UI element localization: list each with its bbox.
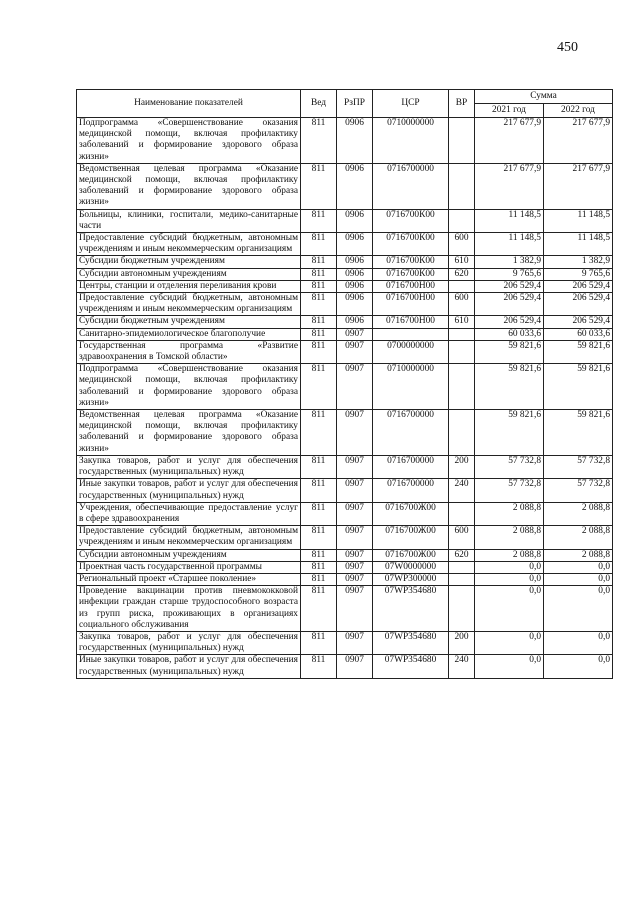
cell-vr — [449, 410, 475, 456]
cell-csr: 0716700000 — [373, 163, 449, 209]
cell-name: Субсидии автономным учреждениям — [77, 549, 301, 561]
cell-2021: 11 148,5 — [475, 209, 544, 232]
cell-vr: 600 — [449, 293, 475, 316]
cell-name: Ведомственная целевая программа «Оказание медицинской помощи, включая профилактику заболеваний и формирование здорового образа жизни» — [77, 410, 301, 456]
header-year-2021: 2021 год — [475, 104, 544, 118]
cell-ved: 811 — [301, 256, 337, 268]
table-row — [77, 233, 613, 256]
cell-2021: 9 765,6 — [475, 268, 544, 280]
table-row — [77, 655, 613, 678]
cell-2021: 0,0 — [475, 573, 544, 585]
cell-csr: 0710000000 — [373, 118, 449, 164]
cell-csr — [373, 328, 449, 340]
table-body — [77, 118, 613, 679]
cell-2021: 57 732,8 — [475, 455, 544, 478]
table-row — [77, 586, 613, 632]
table-row — [77, 163, 613, 209]
table-row — [77, 118, 613, 164]
cell-2022: 1 382,9 — [544, 256, 613, 268]
cell-rzpr: 0906 — [337, 316, 373, 328]
cell-2021: 2 088,8 — [475, 526, 544, 549]
cell-ved: 811 — [301, 293, 337, 316]
cell-2021: 206 529,4 — [475, 280, 544, 292]
cell-vr — [449, 209, 475, 232]
cell-rzpr: 0906 — [337, 163, 373, 209]
cell-2022: 57 732,8 — [544, 479, 613, 502]
cell-ved: 811 — [301, 118, 337, 164]
cell-csr: 0716700000 — [373, 455, 449, 478]
cell-vr — [449, 328, 475, 340]
cell-csr: 0716700000 — [373, 410, 449, 456]
table-row — [77, 340, 613, 363]
cell-csr: 07W0000000 — [373, 561, 449, 573]
cell-2021: 217 677,9 — [475, 118, 544, 164]
page-number: 450 — [557, 40, 578, 55]
cell-vr — [449, 163, 475, 209]
table-row — [77, 561, 613, 573]
cell-vr: 610 — [449, 316, 475, 328]
cell-rzpr: 0906 — [337, 268, 373, 280]
cell-2021: 2 088,8 — [475, 549, 544, 561]
cell-vr: 600 — [449, 526, 475, 549]
cell-ved: 811 — [301, 526, 337, 549]
cell-name: Проектная часть государственной программы — [77, 561, 301, 573]
cell-ved: 811 — [301, 561, 337, 573]
cell-vr: 610 — [449, 256, 475, 268]
cell-rzpr: 0907 — [337, 364, 373, 410]
cell-name: Государственная программа «Развитие здравоохранения в Томской области» — [77, 340, 301, 363]
cell-name: Санитарно-эпидемиологическое благополучие — [77, 328, 301, 340]
table-row — [77, 549, 613, 561]
cell-2022: 9 765,6 — [544, 268, 613, 280]
cell-2021: 0,0 — [475, 655, 544, 678]
cell-ved: 811 — [301, 549, 337, 561]
cell-vr — [449, 118, 475, 164]
cell-2022: 59 821,6 — [544, 410, 613, 456]
cell-ved: 811 — [301, 340, 337, 363]
cell-rzpr: 0907 — [337, 410, 373, 456]
cell-2022: 59 821,6 — [544, 364, 613, 410]
cell-2022: 206 529,4 — [544, 280, 613, 292]
cell-ved: 811 — [301, 316, 337, 328]
cell-2021: 217 677,9 — [475, 163, 544, 209]
cell-csr: 07WP354680 — [373, 631, 449, 654]
cell-2022: 217 677,9 — [544, 118, 613, 164]
cell-2022: 0,0 — [544, 561, 613, 573]
cell-name: Иные закупки товаров, работ и услуг для обеспечения государственных (муниципальных) нужд — [77, 655, 301, 678]
table-row — [77, 328, 613, 340]
cell-2022: 11 148,5 — [544, 209, 613, 232]
cell-vr — [449, 280, 475, 292]
cell-2022: 0,0 — [544, 655, 613, 678]
cell-rzpr: 0907 — [337, 455, 373, 478]
cell-ved: 811 — [301, 163, 337, 209]
cell-csr: 0716700К00 — [373, 268, 449, 280]
cell-2022: 217 677,9 — [544, 163, 613, 209]
cell-2022: 60 033,6 — [544, 328, 613, 340]
cell-ved: 811 — [301, 631, 337, 654]
budget-table — [76, 89, 613, 679]
cell-rzpr: 0907 — [337, 586, 373, 632]
table-row — [77, 631, 613, 654]
cell-rzpr: 0907 — [337, 502, 373, 525]
cell-vr: 600 — [449, 233, 475, 256]
cell-2021: 206 529,4 — [475, 293, 544, 316]
cell-2021: 0,0 — [475, 586, 544, 632]
cell-name: Предоставление субсидий бюджетным, автономным учреждениям и иным некоммерческим организациям — [77, 293, 301, 316]
cell-name: Подпрограмма «Совершенствование оказания медицинской помощи, включая профилактику заболеваний и формирование здорового образа жизни» — [77, 364, 301, 410]
cell-2022: 0,0 — [544, 573, 613, 585]
header-name: Наименование показателей — [77, 90, 301, 118]
cell-ved: 811 — [301, 502, 337, 525]
cell-csr: 0716700Ж00 — [373, 526, 449, 549]
cell-rzpr: 0906 — [337, 209, 373, 232]
cell-vr: 620 — [449, 268, 475, 280]
cell-ved: 811 — [301, 655, 337, 678]
cell-2021: 57 732,8 — [475, 479, 544, 502]
cell-rzpr: 0906 — [337, 118, 373, 164]
cell-2022: 206 529,4 — [544, 293, 613, 316]
cell-2022: 11 148,5 — [544, 233, 613, 256]
table-row — [77, 526, 613, 549]
cell-csr: 0716700К00 — [373, 233, 449, 256]
cell-vr — [449, 364, 475, 410]
cell-vr — [449, 340, 475, 363]
cell-name: Субсидии бюджетным учреждениям — [77, 256, 301, 268]
header-vr: ВР — [449, 90, 475, 118]
cell-rzpr: 0907 — [337, 573, 373, 585]
cell-vr — [449, 586, 475, 632]
cell-2021: 0,0 — [475, 631, 544, 654]
cell-ved: 811 — [301, 209, 337, 232]
cell-2022: 0,0 — [544, 586, 613, 632]
cell-csr: 0710000000 — [373, 364, 449, 410]
cell-ved: 811 — [301, 280, 337, 292]
cell-2022: 2 088,8 — [544, 502, 613, 525]
cell-2021: 11 148,5 — [475, 233, 544, 256]
cell-name: Иные закупки товаров, работ и услуг для обеспечения государственных (муниципальных) нужд — [77, 479, 301, 502]
table-row — [77, 364, 613, 410]
cell-2021: 59 821,6 — [475, 340, 544, 363]
cell-rzpr: 0907 — [337, 526, 373, 549]
table-row — [77, 410, 613, 456]
cell-ved: 811 — [301, 233, 337, 256]
cell-ved: 811 — [301, 455, 337, 478]
cell-2022: 2 088,8 — [544, 526, 613, 549]
cell-rzpr: 0907 — [337, 328, 373, 340]
cell-rzpr: 0907 — [337, 631, 373, 654]
cell-2021: 60 033,6 — [475, 328, 544, 340]
cell-ved: 811 — [301, 364, 337, 410]
cell-rzpr: 0907 — [337, 479, 373, 502]
cell-csr: 0700000000 — [373, 340, 449, 363]
cell-csr: 07WP354680 — [373, 655, 449, 678]
cell-name: Субсидии бюджетным учреждениям — [77, 316, 301, 328]
cell-rzpr: 0907 — [337, 340, 373, 363]
cell-ved: 811 — [301, 410, 337, 456]
cell-rzpr: 0906 — [337, 233, 373, 256]
cell-2022: 59 821,6 — [544, 340, 613, 363]
cell-2021: 206 529,4 — [475, 316, 544, 328]
cell-csr: 0716700Н00 — [373, 293, 449, 316]
cell-name: Центры, станции и отделения переливания крови — [77, 280, 301, 292]
table-row — [77, 455, 613, 478]
table-row — [77, 573, 613, 585]
cell-2022: 2 088,8 — [544, 549, 613, 561]
cell-ved: 811 — [301, 586, 337, 632]
cell-name: Субсидии автономным учреждениям — [77, 268, 301, 280]
cell-name: Закупка товаров, работ и услуг для обеспечения государственных (муниципальных) нужд — [77, 631, 301, 654]
cell-vr: 200 — [449, 455, 475, 478]
cell-vr: 620 — [449, 549, 475, 561]
cell-name: Ведомственная целевая программа «Оказание медицинской помощи, включая профилактику заболеваний и формирование здорового образа жизни» — [77, 163, 301, 209]
cell-ved: 811 — [301, 268, 337, 280]
table-row — [77, 316, 613, 328]
cell-name: Предоставление субсидий бюджетным, автономным учреждениям и иным некоммерческим организациям — [77, 526, 301, 549]
cell-2021: 0,0 — [475, 561, 544, 573]
cell-2022: 0,0 — [544, 631, 613, 654]
cell-csr: 0716700К00 — [373, 256, 449, 268]
cell-2021: 1 382,9 — [475, 256, 544, 268]
cell-vr: 200 — [449, 631, 475, 654]
cell-2022: 57 732,8 — [544, 455, 613, 478]
cell-name: Региональный проект «Старшее поколение» — [77, 573, 301, 585]
header-year-2022: 2022 год — [544, 104, 613, 118]
cell-ved: 811 — [301, 479, 337, 502]
header-ved: Вед — [301, 90, 337, 118]
cell-rzpr: 0907 — [337, 561, 373, 573]
table-row — [77, 209, 613, 232]
cell-vr — [449, 561, 475, 573]
cell-vr: 240 — [449, 479, 475, 502]
cell-csr: 0716700Н00 — [373, 316, 449, 328]
header-sum: Сумма — [475, 90, 613, 104]
header-rzpr: РзПР — [337, 90, 373, 118]
cell-2021: 59 821,6 — [475, 410, 544, 456]
cell-rzpr: 0907 — [337, 655, 373, 678]
cell-rzpr: 0906 — [337, 256, 373, 268]
cell-rzpr: 0906 — [337, 280, 373, 292]
cell-name: Учреждения, обеспечивающие предоставление услуг в сфере здравоохранения — [77, 502, 301, 525]
cell-2022: 206 529,4 — [544, 316, 613, 328]
cell-ved: 811 — [301, 328, 337, 340]
cell-csr: 0716700К00 — [373, 209, 449, 232]
cell-csr: 0716700Ж00 — [373, 549, 449, 561]
cell-name: Закупка товаров, работ и услуг для обеспечения государственных (муниципальных) нужд — [77, 455, 301, 478]
cell-csr: 07WP354680 — [373, 586, 449, 632]
cell-csr: 07WP300000 — [373, 573, 449, 585]
cell-2021: 2 088,8 — [475, 502, 544, 525]
cell-rzpr: 0907 — [337, 549, 373, 561]
cell-rzpr: 0906 — [337, 293, 373, 316]
header-csr: ЦСР — [373, 90, 449, 118]
table-row — [77, 256, 613, 268]
table-row — [77, 268, 613, 280]
cell-name: Больницы, клиники, госпитали, медико-санитарные части — [77, 209, 301, 232]
cell-name: Подпрограмма «Совершенствование оказания медицинской помощи, включая профилактику заболеваний и формирование здорового образа жизни» — [77, 118, 301, 164]
cell-vr — [449, 573, 475, 585]
table-row — [77, 479, 613, 502]
table-row — [77, 502, 613, 525]
cell-csr: 0716700000 — [373, 479, 449, 502]
cell-name: Предоставление субсидий бюджетным, автономным учреждениям и иным некоммерческим организациям — [77, 233, 301, 256]
table-row — [77, 280, 613, 292]
cell-name: Проведение вакцинации против пневмококковой инфекции граждан старше трудоспособного возраста из групп риска, проживающих в организациях социального обслуживания — [77, 586, 301, 632]
cell-csr: 0716700Ж00 — [373, 502, 449, 525]
cell-ved: 811 — [301, 573, 337, 585]
table-row — [77, 293, 613, 316]
cell-vr: 240 — [449, 655, 475, 678]
cell-2021: 59 821,6 — [475, 364, 544, 410]
cell-vr — [449, 502, 475, 525]
cell-csr: 0716700Н00 — [373, 280, 449, 292]
